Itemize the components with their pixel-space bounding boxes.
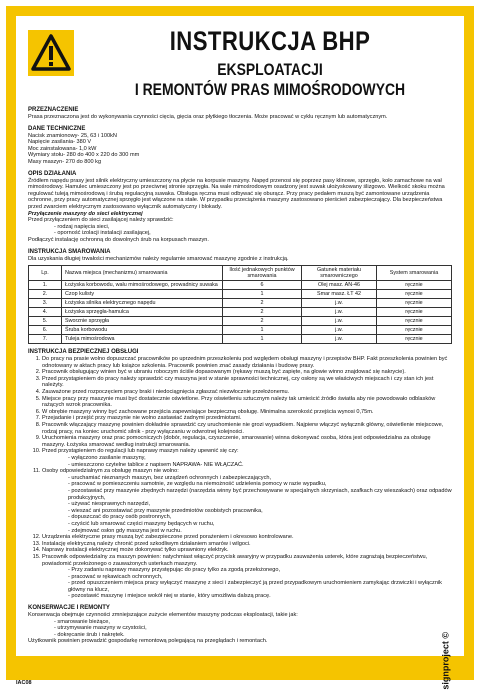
list-item: - uruchamiać nieznanych maszyn, bez urządzeń ochronnych i zabezpieczających, bbox=[68, 475, 454, 482]
list-item bbox=[42, 448, 454, 468]
przeznaczenie-text: Prasa przeznaczona jest do wykonywania czynności cięcia, gięcia oraz płytkiego tłoczenia. Może pracować w cyklu ręcznym lub automatycznym. bbox=[28, 114, 388, 120]
safety-rules-list bbox=[28, 356, 454, 600]
table-cell: Łożyska korbowodu, wału mimośrodowego, prowadnicy suwaka bbox=[62, 281, 223, 290]
obsluga-heading: INSTRUKCJA BEZPIECZNEJ OBSŁUGI bbox=[28, 349, 139, 356]
opis-list bbox=[28, 224, 454, 237]
table-cell: Czop kulisty bbox=[62, 290, 223, 299]
konserwacja-list bbox=[28, 619, 454, 639]
list-item bbox=[42, 554, 454, 600]
dane-line: Napięcie zasilania- 380 V bbox=[28, 139, 92, 146]
table-cell: j.w. bbox=[302, 308, 377, 317]
table-cell: ręcznie bbox=[377, 317, 452, 326]
brand-signature: signproject © bbox=[441, 632, 451, 690]
table-cell: Sworznie sprzęgła bbox=[62, 317, 223, 326]
dane-line: Wymiary stołu- 280 do 400 x 220 do 300 mm bbox=[28, 152, 140, 159]
table-cell: Śruba korbowodu bbox=[62, 326, 223, 335]
title-line-1: INSTRUKCJA BHP bbox=[169, 26, 371, 56]
column-header: Lp. bbox=[29, 266, 62, 281]
list-item: - pracować w pomieszczeniu samotnie, ze względu na niemożność udzielenia pomocy w razie wypadku, bbox=[68, 481, 454, 488]
table-cell: ręcznie bbox=[377, 335, 452, 344]
list-item: - czyścić lub smarować części maszyny będących w ruchu, bbox=[68, 521, 454, 528]
rule-text: Przed przystąpieniem do regulacji lub naprawy maszyn należy upewnić się czy: bbox=[42, 448, 239, 455]
list-item: - pozostawić maszynę i miejsce wokół niej w stanie, który umożliwia dalszą pracę. bbox=[68, 593, 454, 600]
check-list bbox=[42, 455, 454, 468]
table-cell: Łożyska silnika elektrycznego napędu bbox=[62, 299, 223, 308]
list-item: - rodzaj napięcia sieci, bbox=[54, 224, 454, 231]
list-item: - Przy zadaniu naprawy maszyny przystępując do pracy tylko za zgodą przełożonego, bbox=[68, 567, 454, 574]
table-cell: 6. bbox=[29, 326, 62, 335]
list-item: - umieszczono czytelne tablice z napisem NAPRAWA- NIE WŁĄCZAĆ. bbox=[68, 462, 454, 469]
table-row bbox=[29, 290, 452, 299]
table-cell: 3. bbox=[29, 299, 62, 308]
table-cell: Tuleja mimośrodowa bbox=[62, 335, 223, 344]
lubrication-table bbox=[28, 265, 452, 344]
table-cell: j.w. bbox=[302, 299, 377, 308]
table-cell: 7. bbox=[29, 335, 62, 344]
opis-heading: OPIS DZIAŁANIA bbox=[28, 170, 77, 177]
table-row bbox=[29, 335, 452, 344]
konserwacja-text: Konserwacja obejmuje czynności zmniejszające zużycie elementów maszyny podczas eksploatacji, takie jak: bbox=[28, 612, 298, 619]
list-item: 12. Urządzenia elektryczne prasy muszą być zabezpieczone przed porażeniem i okresowo kontrolowane. bbox=[42, 534, 454, 541]
table-cell: 2 bbox=[223, 317, 302, 326]
list-item: - wieszać ani pozostawiać przy maszynie przedmiotów osobistych pracownika, bbox=[68, 508, 454, 515]
konserwacja-after: Użytkownik powinien prowadzić gospodarkę remontową polegającą na przeglądach i remontach. bbox=[28, 638, 268, 645]
table-cell: 1 bbox=[223, 326, 302, 335]
table-cell: ręcznie bbox=[377, 299, 452, 308]
table-row bbox=[29, 308, 452, 317]
dane-line: Moc zainstalowana- 1,0 kW bbox=[28, 145, 97, 152]
table-cell: ręcznie bbox=[377, 281, 452, 290]
dane-heading: DANE TECHNICZNE bbox=[28, 125, 86, 132]
rule-text: Osoby odpowiedzialnym za obsługę maszyn nie wolno: bbox=[42, 468, 179, 475]
table-cell: 2. bbox=[29, 290, 62, 299]
dane-line: Nacisk znamionowy- 25, 63 i 100kN bbox=[28, 132, 117, 139]
list-item: 13. Instalację elektryczną należy chronić przed szkodliwym działaniem smarów i wilgoci. bbox=[42, 541, 454, 548]
list-item: 4. Zauważone przed rozpoczęciem pracy braki i niedociągnięcia zgłaszać niezwłocznie przełożonemu. bbox=[42, 389, 454, 396]
list-item: - przed opuszczeniem miejsca pracy wyłączyć maszynę z sieci i zabezpieczyć ją przed przypadkowym uruchomieniem zamykając drzwiczki i wyłącznik główny na klucz, bbox=[68, 580, 454, 593]
title-line-3: I REMONTÓW PRAS MIMOŚRODOWYCH bbox=[134, 80, 406, 99]
table-cell: j.w. bbox=[302, 335, 377, 344]
rule-text: Pracownik odpowiedzialny za maszyn powinien: natychmiast włączyć przycisk awaryjny w przypadku zauważenia usterek, które zagrażają bezpieczeństwu, powiadomić przełożonego o zauważonych usterkach maszyny. bbox=[42, 553, 428, 567]
table-cell: 2 bbox=[223, 308, 302, 317]
column-header: Gatunek materiału smarowniczego bbox=[302, 266, 377, 281]
table-header-row bbox=[29, 266, 452, 281]
list-item: - oporność izolacji instalacji zasilającej, bbox=[54, 230, 454, 237]
table-cell: 2 bbox=[223, 299, 302, 308]
list-item: 2. Pracownik obsługujący winien być w ubraniu roboczym ściśle dopasowanym (rękawy muszą być zapięte, na głowie winno znajdować się nakrycie). bbox=[42, 369, 454, 376]
table-cell: 1. bbox=[29, 281, 62, 290]
list-item: - używać niesprawnych narzędzi, bbox=[68, 501, 454, 508]
column-header: System smarowania bbox=[377, 266, 452, 281]
product-code: IAC08 bbox=[16, 680, 32, 686]
table-cell: 6 bbox=[223, 281, 302, 290]
opis-sub-heading: Przyłączenie maszyny do sieci elektrycznej bbox=[28, 210, 143, 217]
table-row bbox=[29, 326, 452, 335]
list-item: - dokręcanie śrub i nakrętek. bbox=[54, 632, 454, 639]
warning-triangle-icon bbox=[28, 30, 74, 76]
list-item: - pracować w rękawicach ochronnych, bbox=[68, 574, 454, 581]
table-row bbox=[29, 299, 452, 308]
table-cell: ręcznie bbox=[377, 308, 452, 317]
smarowanie-text: Dla uzyskania długiej trwałości mechanizmów należy regularnie smarować maszynę zgodnie z instrukcją. bbox=[28, 255, 289, 262]
dane-line: Masy maszyn- 270 do 800 kg bbox=[28, 158, 102, 165]
list-item: - pozostawiać przy maszynie zbędnych narzędzi (narzędzia winny być przechowywane w specjalnych skrzyniach, szafkach czy wieszakach) oraz odpadów produkcyjnych, bbox=[68, 488, 454, 501]
opis-after: Podłączyć instalację ochronną do dowolnych śrub na korpusach maszyn. bbox=[28, 236, 209, 243]
list-item: 5. Miejsce pracy przy maszynie musi być dostatecznie oświetlone. Przy oświetleniu sztucznym należy tak umieścić źródło światła aby nie powodowało odblasków rażących wzrok pracownika. bbox=[42, 396, 454, 409]
list-item: 14. Naprawy instalacji elektrycznej może dokonywać tylko uprawniony elektryk. bbox=[42, 547, 454, 554]
title-line-2: EKSPLOATACJI bbox=[217, 60, 323, 79]
list-item bbox=[42, 468, 454, 534]
column-header: Nazwa miejsca (mechanizmu) smarowania bbox=[62, 266, 223, 281]
smarowanie-heading: INSTRUKCJA SMAROWANIA bbox=[28, 248, 111, 255]
table-cell: 1 bbox=[223, 290, 302, 299]
list-item: 6. W obrębie maszyny winny być zachowane przejścia zapewniające bezpieczną obsługę. Minimalna szerokość przejścia wynosi 0,75m. bbox=[42, 409, 454, 416]
repair-list bbox=[42, 567, 454, 600]
table-cell: 1 bbox=[223, 335, 302, 344]
list-item: 1. Do pracy na prasie wolno dopuszczać pracowników po uprzednim przeszkoleniu pod względem obsługi maszyny i przepisów BHP. Fakt przeszkolenia powinien być odnotowany w aktach pracy lub książce szkolenia. Pracownik powinien znać zasady działania i budowę prasy. bbox=[42, 356, 454, 369]
table-cell: Smar masz. ŁT 42 bbox=[302, 290, 377, 299]
list-item: - smarowanie bieżące, bbox=[54, 619, 454, 626]
konserwacja-heading: KONSERWACJE I REMONTY bbox=[28, 605, 110, 612]
list-item: - zdejmować osłon gdy maszyna jest w ruchu. bbox=[68, 528, 454, 535]
document-body bbox=[28, 102, 454, 645]
przeznaczenie-heading: PRZEZNACZENIE bbox=[28, 107, 79, 113]
table-cell: ręcznie bbox=[377, 326, 452, 335]
opis-sub-text: Przed przyłączeniem do sieci zasilającej należy sprawdzić: bbox=[28, 217, 174, 224]
table-cell: j.w. bbox=[302, 317, 377, 326]
table-row bbox=[29, 317, 452, 326]
list-item: - dopuszczać do pracy osób postronnych, bbox=[68, 514, 454, 521]
table-cell: 5. bbox=[29, 317, 62, 326]
list-item: - utrzymywanie maszyny w czystości, bbox=[54, 625, 454, 632]
column-header: Ilość jednakowych punktów smarowania bbox=[223, 266, 302, 281]
table-cell: Łożyska sprzęgła-hamulca bbox=[62, 308, 223, 317]
list-item: - wyłączono zasilanie maszyny, bbox=[68, 455, 454, 462]
table-cell: j.w. bbox=[302, 326, 377, 335]
table-cell: 4. bbox=[29, 308, 62, 317]
yellow-border-frame bbox=[6, 6, 474, 690]
list-item: 3. Przed przystąpieniem do pracy należy sprawdzić czy maszyna jest w stanie sprawności technicznej, czy osłony są we właściwych miejscach i czy stan ich jest należyty. bbox=[42, 376, 454, 389]
list-item: 8. Pracownik włączający maszynę powinien dokładnie sprawdzić czy uruchomienie nie grozi wypadkiem. Najpierw włączyć wyłącznik główny, oświetlenie miejscowe, rodzaj pracy, na koniec uruchomić silnik - przy wyłączaniu w odwrotnej kolejności. bbox=[42, 422, 454, 435]
list-item: 9. Uruchomienia maszyny oraz prac pomocniczych (dobór, regulacja, czyszczenie, smarowanie) winna dokonywać osoba, która jest odpowiedzialna za obsługę maszyny. Łożyska smarować według instrukcji smarowania. bbox=[42, 435, 454, 448]
forbidden-list bbox=[42, 475, 454, 534]
table-cell: Olej masz. AN-46 bbox=[302, 281, 377, 290]
list-item: 7. Przejadanie i przejść przy maszynie nie wolno zastawiać żadnymi przedmiotami. bbox=[42, 415, 454, 422]
document-title bbox=[119, 26, 421, 100]
table-cell: ręcznie bbox=[377, 290, 452, 299]
opis-text: Źródłem napędu prasy jest silnik elektryczny umieszczony na płycie na korpusie maszyny. Napęd przenosi się poprzez pasy klinowe, sprzęgło, koło zamachowe na wał mimośrodowy. Hamulec umieszczony jest po przeciwnej stronie sprzęgła. Na wale mimośrodowym osadzony jest suwak ułożyskowany ślizgowo. Wielkość skoku można regulować tuleją mimośrodową i śrubą regulacyjną suwaka. Obsługa ręczna musi odbywać się oburącz. Przy pracy pedałem muszą być zamontowane urządzenia ochronne, przy pracy automatycznej sprzęgło jest włączone na stałe. W przypadku przeciążenia maszyny zastosowano pierścień zabezpieczający. Dla bezpieczeństwa przed zwarciem elektrycznym zastosowano wyłącznik automatyczny i blokady. bbox=[28, 177, 445, 210]
table-row bbox=[29, 281, 452, 290]
